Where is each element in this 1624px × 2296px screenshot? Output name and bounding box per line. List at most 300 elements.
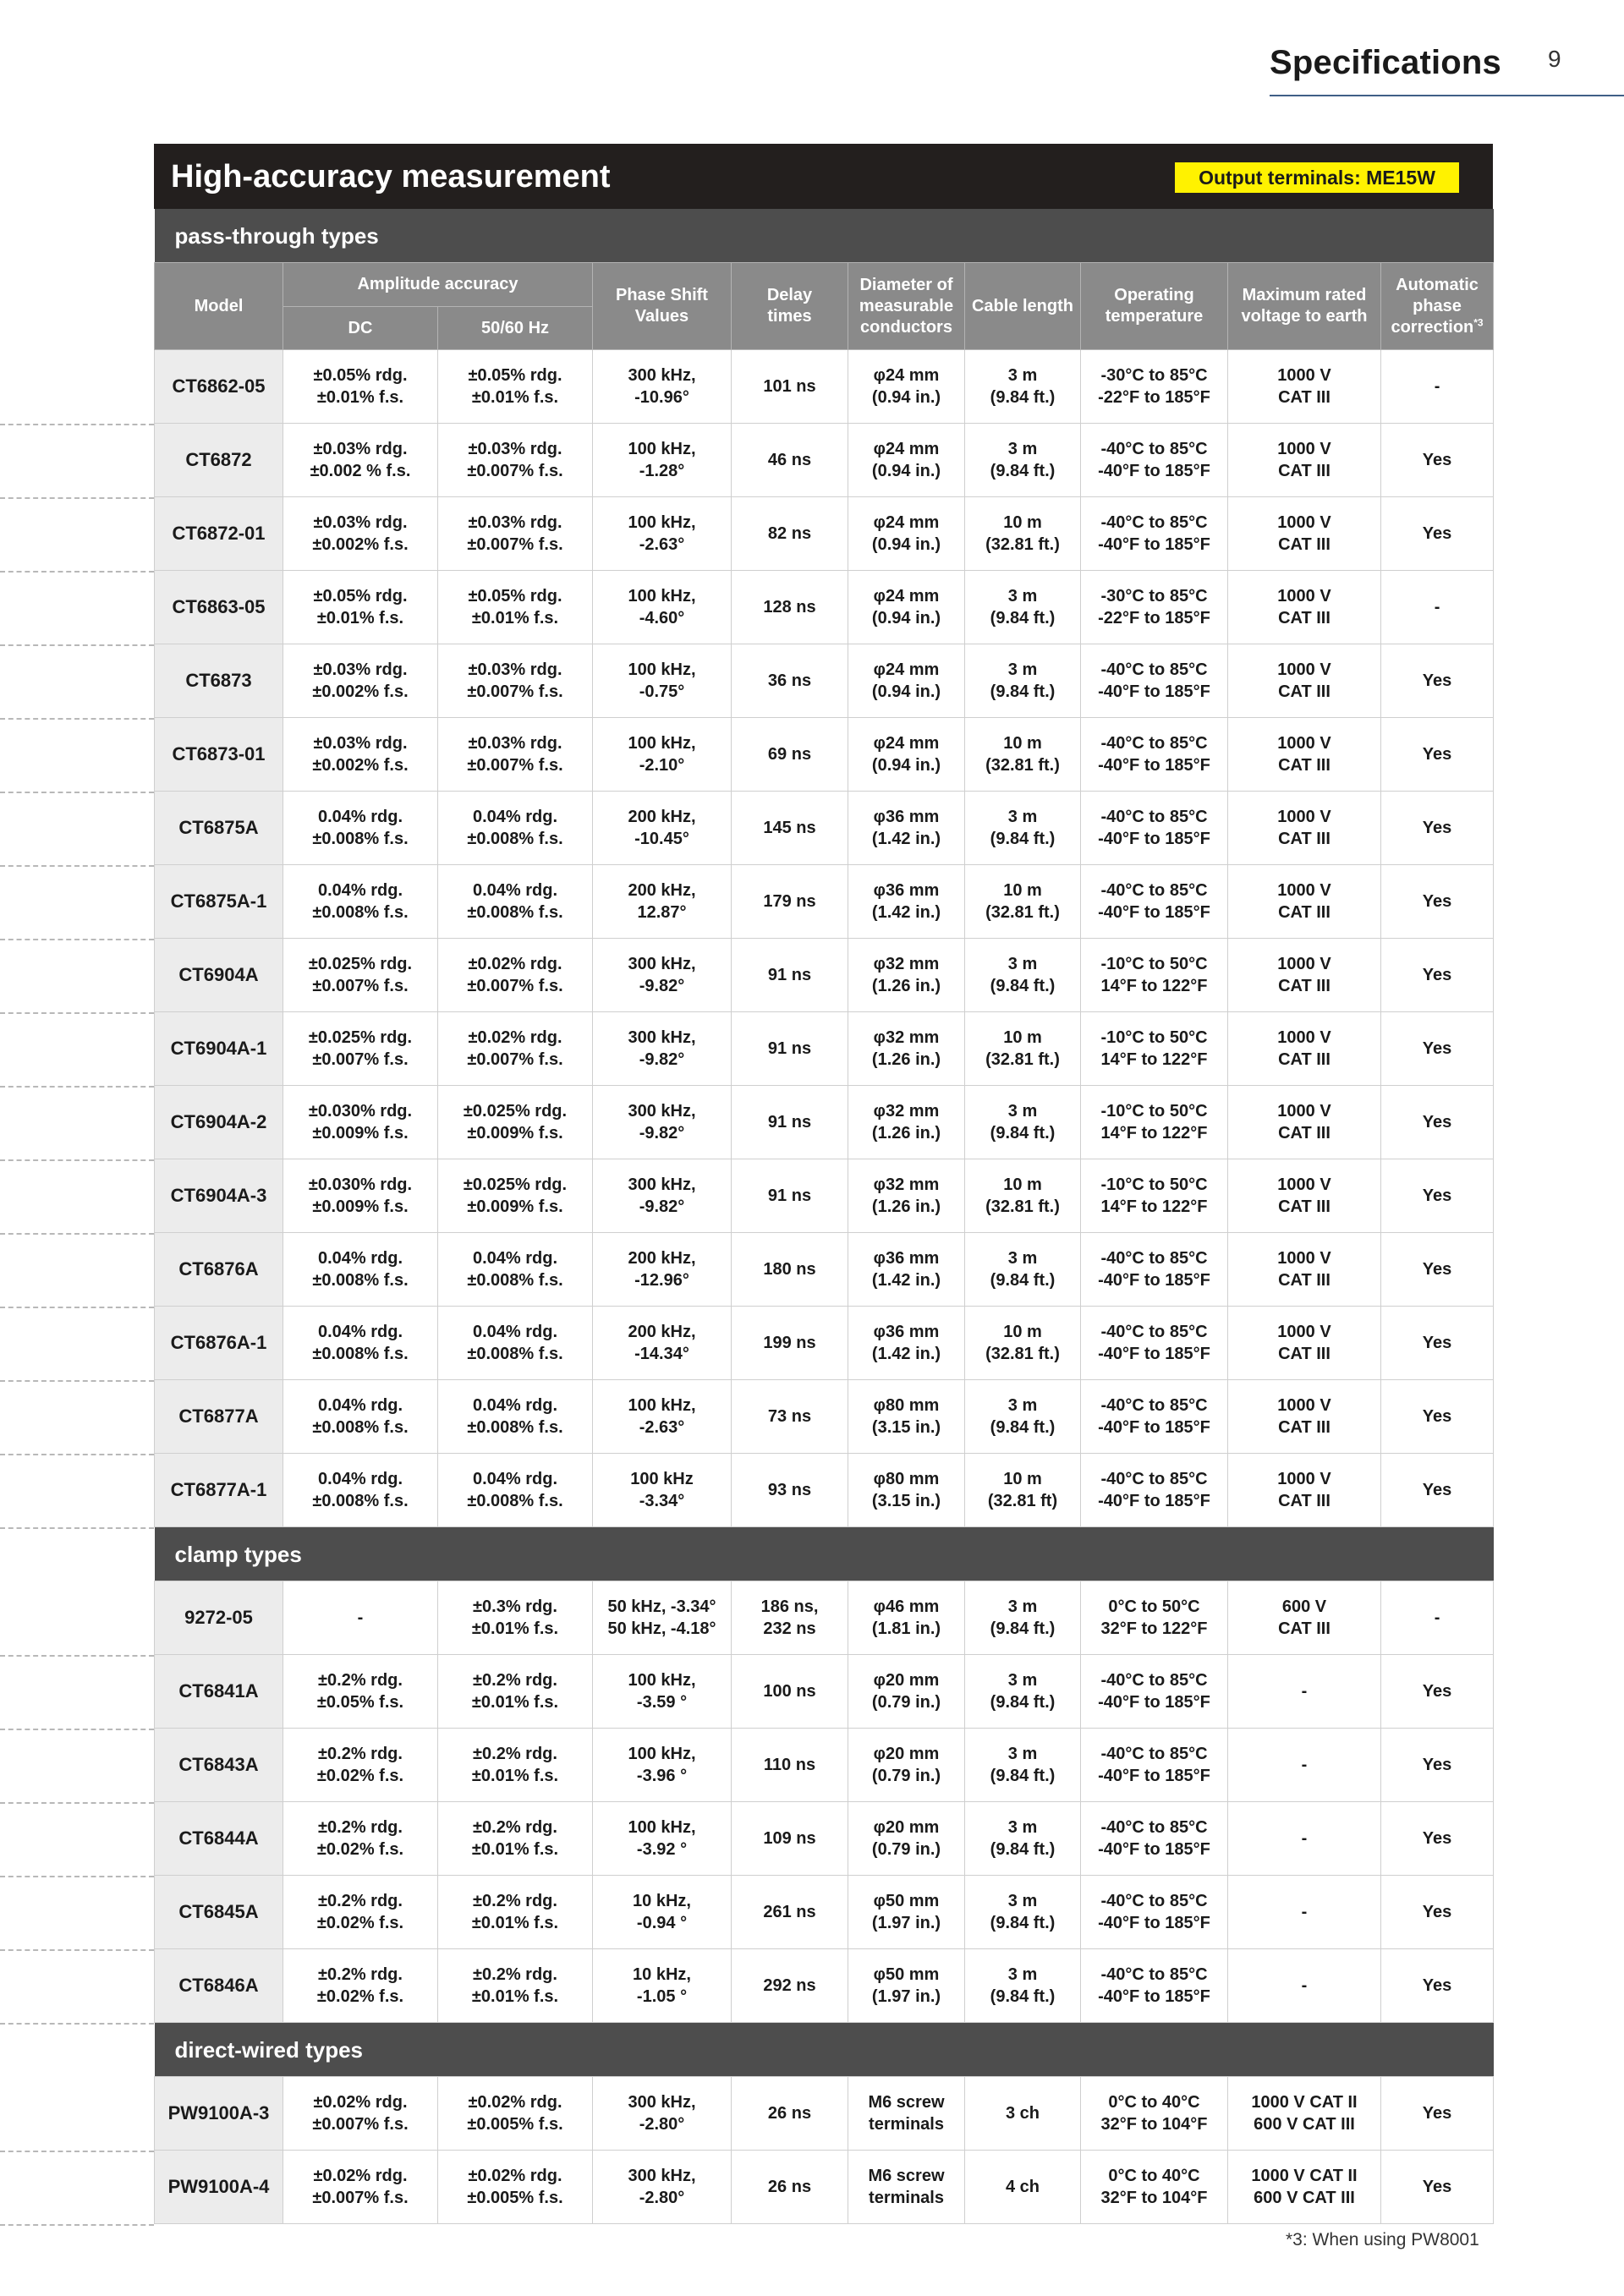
- delay-cell: 26 ns: [732, 2151, 848, 2224]
- section-header-row: [155, 209, 1494, 263]
- temperature-cell: -40°C to 85°C -40°F to 185°F: [1081, 1307, 1228, 1380]
- diameter-cell: φ80 mm (3.15 in.): [848, 1454, 965, 1527]
- auto-phase-cell: Yes: [1381, 1949, 1494, 2023]
- margin-dash-line: [0, 424, 154, 425]
- delay-cell: 91 ns: [732, 1012, 848, 1086]
- delay-cell: 145 ns: [732, 792, 848, 865]
- auto-phase-cell: Yes: [1381, 1307, 1494, 1380]
- margin-dash-line: [0, 1527, 154, 1529]
- table-row: [155, 644, 1494, 718]
- table-row: [155, 2077, 1494, 2151]
- delay-cell: 91 ns: [732, 1086, 848, 1159]
- diameter-cell: φ36 mm (1.42 in.): [848, 1233, 965, 1307]
- hz-accuracy-cell: 0.04% rdg. ±0.008% f.s.: [438, 1380, 593, 1454]
- temperature-cell: -10°C to 50°C 14°F to 122°F: [1081, 939, 1228, 1012]
- table-row: [155, 1729, 1494, 1802]
- header-diameter-text: Diameter of measurable conductors: [859, 275, 954, 337]
- model-cell: CT6872: [155, 424, 283, 497]
- dc-accuracy-cell: -: [283, 1581, 438, 1655]
- model-cell: CT6863-05: [155, 571, 283, 644]
- hz-accuracy-cell: ±0.3% rdg. ±0.01% f.s.: [438, 1581, 593, 1655]
- model-cell: CT6873-01: [155, 718, 283, 792]
- temperature-cell: -40°C to 85°C -40°F to 185°F: [1081, 1380, 1228, 1454]
- phase-shift-cell: 200 kHz, -14.34°: [593, 1307, 732, 1380]
- diameter-cell: φ24 mm (0.94 in.): [848, 497, 965, 571]
- voltage-cell: -: [1228, 1949, 1381, 2023]
- delay-cell: 82 ns: [732, 497, 848, 571]
- dc-accuracy-cell: ±0.02% rdg. ±0.007% f.s.: [283, 2151, 438, 2224]
- temperature-cell: -40°C to 85°C -40°F to 185°F: [1081, 497, 1228, 571]
- dc-accuracy-cell: 0.04% rdg. ±0.008% f.s.: [283, 1307, 438, 1380]
- model-cell: CT6843A: [155, 1729, 283, 1802]
- dc-accuracy-cell: ±0.030% rdg. ±0.009% f.s.: [283, 1159, 438, 1233]
- dc-accuracy-cell: 0.04% rdg. ±0.008% f.s.: [283, 1380, 438, 1454]
- auto-phase-cell: -: [1381, 1581, 1494, 1655]
- section-header-row: [155, 1527, 1494, 1581]
- header-cable-length-text: Cable length: [971, 296, 1073, 315]
- model-cell: CT6876A: [155, 1233, 283, 1307]
- dc-accuracy-cell: ±0.03% rdg. ±0.002% f.s.: [283, 497, 438, 571]
- voltage-cell: -: [1228, 1802, 1381, 1876]
- model-cell: CT6844A: [155, 1802, 283, 1876]
- hz-accuracy-cell: ±0.05% rdg. ±0.01% f.s.: [438, 350, 593, 424]
- margin-dash-line: [0, 571, 154, 573]
- dc-accuracy-cell: ±0.02% rdg. ±0.007% f.s.: [283, 2077, 438, 2151]
- dc-accuracy-cell: ±0.025% rdg. ±0.007% f.s.: [283, 1012, 438, 1086]
- temperature-cell: -30°C to 85°C -22°F to 185°F: [1081, 571, 1228, 644]
- phase-shift-cell: 50 kHz, -3.34° 50 kHz, -4.18°: [593, 1581, 732, 1655]
- hz-accuracy-cell: 0.04% rdg. ±0.008% f.s.: [438, 865, 593, 939]
- auto-phase-cell: Yes: [1381, 1380, 1494, 1454]
- temperature-cell: -40°C to 85°C -40°F to 185°F: [1081, 1655, 1228, 1729]
- phase-shift-cell: 100 kHz, -2.63°: [593, 1380, 732, 1454]
- dc-accuracy-cell: ±0.025% rdg. ±0.007% f.s.: [283, 939, 438, 1012]
- dc-accuracy-cell: ±0.05% rdg. ±0.01% f.s.: [283, 350, 438, 424]
- section-title: pass-through types: [155, 209, 1494, 263]
- model-cell: 9272-05: [155, 1581, 283, 1655]
- voltage-cell: 1000 V CAT III: [1228, 1380, 1381, 1454]
- table-row: [155, 350, 1494, 424]
- header-50-60hz-text: 50/60 Hz: [480, 318, 550, 337]
- phase-shift-cell: 300 kHz, -9.82°: [593, 1012, 732, 1086]
- hz-accuracy-cell: ±0.02% rdg. ±0.007% f.s.: [438, 939, 593, 1012]
- header-cable-length: [965, 263, 1081, 350]
- auto-phase-cell: Yes: [1381, 1876, 1494, 1949]
- diameter-cell: M6 screw terminals: [848, 2077, 965, 2151]
- margin-dash-line: [0, 1307, 154, 1308]
- model-cell: CT6877A: [155, 1380, 283, 1454]
- auto-phase-cell: Yes: [1381, 2151, 1494, 2224]
- voltage-cell: 600 V CAT III: [1228, 1581, 1381, 1655]
- page-header: [0, 0, 1624, 101]
- footnote-marker: *3: [1473, 315, 1484, 328]
- hz-accuracy-cell: ±0.2% rdg. ±0.01% f.s.: [438, 1949, 593, 2023]
- dc-accuracy-cell: ±0.03% rdg. ±0.002% f.s.: [283, 644, 438, 718]
- voltage-cell: 1000 V CAT III: [1228, 424, 1381, 497]
- cable-length-cell: 3 m (9.84 ft.): [965, 1655, 1081, 1729]
- voltage-cell: 1000 V CAT III: [1228, 792, 1381, 865]
- cable-length-cell: 3 m (9.84 ft.): [965, 1949, 1081, 2023]
- dc-accuracy-cell: 0.04% rdg. ±0.008% f.s.: [283, 1233, 438, 1307]
- hz-accuracy-cell: ±0.02% rdg. ±0.007% f.s.: [438, 1012, 593, 1086]
- margin-dash-line: [0, 865, 154, 867]
- temperature-cell: -40°C to 85°C -40°F to 185°F: [1081, 1454, 1228, 1527]
- hz-accuracy-cell: ±0.03% rdg. ±0.007% f.s.: [438, 644, 593, 718]
- hz-accuracy-cell: 0.04% rdg. ±0.008% f.s.: [438, 792, 593, 865]
- cable-length-cell: 3 m (9.84 ft.): [965, 792, 1081, 865]
- voltage-cell: 1000 V CAT III: [1228, 939, 1381, 1012]
- dc-accuracy-cell: ±0.2% rdg. ±0.02% f.s.: [283, 1876, 438, 1949]
- dc-accuracy-cell: ±0.2% rdg. ±0.05% f.s.: [283, 1655, 438, 1729]
- cable-length-cell: 3 ch: [965, 2077, 1081, 2151]
- phase-shift-cell: 200 kHz, -10.45°: [593, 792, 732, 865]
- dc-accuracy-cell: ±0.03% rdg. ±0.002 % f.s.: [283, 424, 438, 497]
- section-title: direct-wired types: [155, 2023, 1494, 2077]
- model-cell: CT6904A-2: [155, 1086, 283, 1159]
- margin-dash-line: [0, 644, 154, 646]
- model-cell: CT6873: [155, 644, 283, 718]
- auto-phase-cell: Yes: [1381, 644, 1494, 718]
- auto-phase-cell: Yes: [1381, 1233, 1494, 1307]
- dc-accuracy-cell: ±0.2% rdg. ±0.02% f.s.: [283, 1802, 438, 1876]
- model-cell: PW9100A-4: [155, 2151, 283, 2224]
- temperature-cell: -40°C to 85°C -40°F to 185°F: [1081, 1233, 1228, 1307]
- header-50-60hz: [438, 307, 593, 350]
- diameter-cell: φ36 mm (1.42 in.): [848, 792, 965, 865]
- hz-accuracy-cell: ±0.03% rdg. ±0.007% f.s.: [438, 424, 593, 497]
- margin-dash-line: [0, 1012, 154, 1014]
- phase-shift-cell: 300 kHz, -2.80°: [593, 2077, 732, 2151]
- diameter-cell: φ36 mm (1.42 in.): [848, 1307, 965, 1380]
- delay-cell: 26 ns: [732, 2077, 848, 2151]
- margin-dash-line: [0, 939, 154, 940]
- diameter-cell: M6 screw terminals: [848, 2151, 965, 2224]
- delay-cell: 46 ns: [732, 424, 848, 497]
- auto-phase-cell: Yes: [1381, 1802, 1494, 1876]
- delay-cell: 110 ns: [732, 1729, 848, 1802]
- auto-phase-cell: Yes: [1381, 718, 1494, 792]
- phase-shift-cell: 100 kHz, -3.92 °: [593, 1802, 732, 1876]
- cable-length-cell: 3 m (9.84 ft.): [965, 424, 1081, 497]
- phase-shift-cell: 100 kHz, -4.60°: [593, 571, 732, 644]
- diameter-cell: φ32 mm (1.26 in.): [848, 1159, 965, 1233]
- table-row: [155, 424, 1494, 497]
- diameter-cell: φ32 mm (1.26 in.): [848, 1012, 965, 1086]
- temperature-cell: -40°C to 85°C -40°F to 185°F: [1081, 865, 1228, 939]
- auto-phase-cell: Yes: [1381, 1086, 1494, 1159]
- temperature-cell: 0°C to 50°C 32°F to 122°F: [1081, 1581, 1228, 1655]
- voltage-cell: 1000 V CAT III: [1228, 1454, 1381, 1527]
- section-header-row: [155, 2023, 1494, 2077]
- header-max-voltage: [1228, 263, 1381, 350]
- phase-shift-cell: 300 kHz, -9.82°: [593, 1159, 732, 1233]
- table-row: [155, 1380, 1494, 1454]
- auto-phase-cell: -: [1381, 350, 1494, 424]
- cable-length-cell: 4 ch: [965, 2151, 1081, 2224]
- header-phase-shift-text: Phase Shift Values: [616, 286, 708, 326]
- header-delay-times: [732, 263, 848, 350]
- temperature-cell: 0°C to 40°C 32°F to 104°F: [1081, 2077, 1228, 2151]
- diameter-cell: φ24 mm (0.94 in.): [848, 350, 965, 424]
- table-row: [155, 1581, 1494, 1655]
- phase-shift-cell: 100 kHz, -2.10°: [593, 718, 732, 792]
- temperature-cell: -30°C to 85°C -22°F to 185°F: [1081, 350, 1228, 424]
- table-title: High-accuracy measurement: [171, 159, 611, 195]
- margin-dash-line: [0, 1876, 154, 1877]
- voltage-cell: 1000 V CAT II 600 V CAT III: [1228, 2077, 1381, 2151]
- margin-dash-line: [0, 1380, 154, 1382]
- header-phase-shift: [593, 263, 732, 350]
- auto-phase-cell: Yes: [1381, 1454, 1494, 1527]
- dc-accuracy-cell: ±0.2% rdg. ±0.02% f.s.: [283, 1729, 438, 1802]
- delay-cell: 186 ns, 232 ns: [732, 1581, 848, 1655]
- cable-length-cell: 3 m (9.84 ft.): [965, 1876, 1081, 1949]
- header-auto-phase-correction-text: Automatic phase correction: [1391, 275, 1479, 337]
- header-amplitude-accuracy-text: Amplitude accuracy: [357, 275, 518, 293]
- voltage-cell: 1000 V CAT III: [1228, 497, 1381, 571]
- cable-length-cell: 3 m (9.84 ft.): [965, 1729, 1081, 1802]
- table-row: [155, 1802, 1494, 1876]
- model-cell: PW9100A-3: [155, 2077, 283, 2151]
- auto-phase-cell: Yes: [1381, 2077, 1494, 2151]
- auto-phase-cell: Yes: [1381, 1729, 1494, 1802]
- table-row: [155, 1012, 1494, 1086]
- table-row: [155, 865, 1494, 939]
- hz-accuracy-cell: ±0.02% rdg. ±0.005% f.s.: [438, 2077, 593, 2151]
- dc-accuracy-cell: ±0.05% rdg. ±0.01% f.s.: [283, 571, 438, 644]
- margin-dash-line: [0, 1729, 154, 1730]
- page-title: Specifications: [1270, 44, 1501, 81]
- diameter-cell: φ50 mm (1.97 in.): [848, 1876, 965, 1949]
- table-row: [155, 497, 1494, 571]
- header-auto-phase-correction: [1381, 263, 1494, 350]
- cable-length-cell: 3 m (9.84 ft.): [965, 939, 1081, 1012]
- phase-shift-cell: 300 kHz, -9.82°: [593, 939, 732, 1012]
- margin-dash-line: [0, 2023, 154, 2025]
- diameter-cell: φ24 mm (0.94 in.): [848, 644, 965, 718]
- margin-dash-line: [0, 2224, 154, 2226]
- margin-dash-line: [0, 1949, 154, 1951]
- header-model-text: Model: [194, 296, 244, 315]
- header-dc: [283, 307, 438, 350]
- temperature-cell: -40°C to 85°C -40°F to 185°F: [1081, 792, 1228, 865]
- header-model: [155, 263, 283, 350]
- temperature-cell: -40°C to 85°C -40°F to 185°F: [1081, 1949, 1228, 2023]
- header-operating-temperature-text: Operating temperature: [1105, 286, 1204, 326]
- header-diameter: [848, 263, 965, 350]
- cable-length-cell: 10 m (32.81 ft.): [965, 1012, 1081, 1086]
- voltage-cell: 1000 V CAT III: [1228, 644, 1381, 718]
- model-cell: CT6845A: [155, 1876, 283, 1949]
- table-row: [155, 1876, 1494, 1949]
- voltage-cell: 1000 V CAT III: [1228, 1012, 1381, 1086]
- phase-shift-cell: 100 kHz, -1.28°: [593, 424, 732, 497]
- voltage-cell: -: [1228, 1655, 1381, 1729]
- diameter-cell: φ20 mm (0.79 in.): [848, 1655, 965, 1729]
- cable-length-cell: 3 m (9.84 ft.): [965, 571, 1081, 644]
- table-row: [155, 1233, 1494, 1307]
- auto-phase-cell: Yes: [1381, 792, 1494, 865]
- phase-shift-cell: 100 kHz, -3.96 °: [593, 1729, 732, 1802]
- voltage-cell: 1000 V CAT III: [1228, 1233, 1381, 1307]
- delay-cell: 36 ns: [732, 644, 848, 718]
- voltage-cell: 1000 V CAT III: [1228, 350, 1381, 424]
- diameter-cell: φ24 mm (0.94 in.): [848, 718, 965, 792]
- table-row: [155, 1949, 1494, 2023]
- hz-accuracy-cell: 0.04% rdg. ±0.008% f.s.: [438, 1233, 593, 1307]
- dc-accuracy-cell: ±0.03% rdg. ±0.002% f.s.: [283, 718, 438, 792]
- dc-accuracy-cell: 0.04% rdg. ±0.008% f.s.: [283, 1454, 438, 1527]
- margin-dash-line: [0, 1233, 154, 1235]
- margin-dash-line: [0, 792, 154, 793]
- cable-length-cell: 3 m (9.84 ft.): [965, 644, 1081, 718]
- voltage-cell: 1000 V CAT III: [1228, 718, 1381, 792]
- model-cell: CT6904A-3: [155, 1159, 283, 1233]
- hz-accuracy-cell: ±0.03% rdg. ±0.007% f.s.: [438, 497, 593, 571]
- table-row: [155, 2151, 1494, 2224]
- temperature-cell: -40°C to 85°C -40°F to 185°F: [1081, 424, 1228, 497]
- auto-phase-cell: Yes: [1381, 1159, 1494, 1233]
- voltage-cell: 1000 V CAT III: [1228, 865, 1381, 939]
- model-cell: CT6862-05: [155, 350, 283, 424]
- hz-accuracy-cell: ±0.02% rdg. ±0.005% f.s.: [438, 2151, 593, 2224]
- delay-cell: 101 ns: [732, 350, 848, 424]
- phase-shift-cell: 100 kHz -3.34°: [593, 1454, 732, 1527]
- hz-accuracy-cell: ±0.05% rdg. ±0.01% f.s.: [438, 571, 593, 644]
- voltage-cell: 1000 V CAT III: [1228, 1086, 1381, 1159]
- phase-shift-cell: 300 kHz, -10.96°: [593, 350, 732, 424]
- table-row: [155, 792, 1494, 865]
- cable-length-cell: 3 m (9.84 ft.): [965, 350, 1081, 424]
- section-title: clamp types: [155, 1527, 1494, 1581]
- temperature-cell: 0°C to 40°C 32°F to 104°F: [1081, 2151, 1228, 2224]
- temperature-cell: -10°C to 50°C 14°F to 122°F: [1081, 1159, 1228, 1233]
- temperature-cell: -10°C to 50°C 14°F to 122°F: [1081, 1012, 1228, 1086]
- diameter-cell: φ32 mm (1.26 in.): [848, 939, 965, 1012]
- delay-cell: 199 ns: [732, 1307, 848, 1380]
- temperature-cell: -40°C to 85°C -40°F to 185°F: [1081, 718, 1228, 792]
- hz-accuracy-cell: ±0.025% rdg. ±0.009% f.s.: [438, 1086, 593, 1159]
- auto-phase-cell: -: [1381, 571, 1494, 644]
- hz-accuracy-cell: ±0.2% rdg. ±0.01% f.s.: [438, 1729, 593, 1802]
- phase-shift-cell: 200 kHz, -12.96°: [593, 1233, 732, 1307]
- voltage-cell: 1000 V CAT II 600 V CAT III: [1228, 2151, 1381, 2224]
- auto-phase-cell: Yes: [1381, 939, 1494, 1012]
- hz-accuracy-cell: 0.04% rdg. ±0.008% f.s.: [438, 1307, 593, 1380]
- header-dc-text: DC: [348, 318, 373, 337]
- diameter-cell: φ32 mm (1.26 in.): [848, 1086, 965, 1159]
- auto-phase-cell: Yes: [1381, 497, 1494, 571]
- temperature-cell: -10°C to 50°C 14°F to 122°F: [1081, 1086, 1228, 1159]
- diameter-cell: φ46 mm (1.81 in.): [848, 1581, 965, 1655]
- model-cell: CT6877A-1: [155, 1454, 283, 1527]
- model-cell: CT6846A: [155, 1949, 283, 2023]
- table-row: [155, 571, 1494, 644]
- delay-cell: 128 ns: [732, 571, 848, 644]
- phase-shift-cell: 100 kHz, -0.75°: [593, 644, 732, 718]
- header-operating-temperature: [1081, 263, 1228, 350]
- model-cell: CT6875A-1: [155, 865, 283, 939]
- model-cell: CT6875A: [155, 792, 283, 865]
- footnote: *3: When using PW8001: [1286, 2230, 1479, 2249]
- delay-cell: 73 ns: [732, 1380, 848, 1454]
- temperature-cell: -40°C to 85°C -40°F to 185°F: [1081, 644, 1228, 718]
- header-max-voltage-text: Maximum rated voltage to earth: [1241, 286, 1368, 326]
- hz-accuracy-cell: 0.04% rdg. ±0.008% f.s.: [438, 1454, 593, 1527]
- margin-dash-line: [0, 1655, 154, 1657]
- auto-phase-cell: Yes: [1381, 865, 1494, 939]
- phase-shift-cell: 100 kHz, -2.63°: [593, 497, 732, 571]
- hz-accuracy-cell: ±0.2% rdg. ±0.01% f.s.: [438, 1802, 593, 1876]
- table-row: [155, 1159, 1494, 1233]
- table-row: [155, 1454, 1494, 1527]
- model-cell: CT6876A-1: [155, 1307, 283, 1380]
- hz-accuracy-cell: ±0.2% rdg. ±0.01% f.s.: [438, 1876, 593, 1949]
- margin-dash-line: [0, 1086, 154, 1088]
- cable-length-cell: 10 m (32.81 ft.): [965, 497, 1081, 571]
- spec-table: [154, 209, 1494, 2224]
- hz-accuracy-cell: ±0.2% rdg. ±0.01% f.s.: [438, 1655, 593, 1729]
- phase-shift-cell: 100 kHz, -3.59 °: [593, 1655, 732, 1729]
- margin-dash-line: [0, 497, 154, 499]
- cable-length-cell: 3 m (9.84 ft.): [965, 1380, 1081, 1454]
- margin-dash-line: [0, 1454, 154, 1455]
- margin-dash-line: [0, 1159, 154, 1161]
- phase-shift-cell: 300 kHz, -9.82°: [593, 1086, 732, 1159]
- model-cell: CT6904A-1: [155, 1012, 283, 1086]
- header-amplitude-accuracy: [283, 263, 593, 307]
- table-row: [155, 1307, 1494, 1380]
- temperature-cell: -40°C to 85°C -40°F to 185°F: [1081, 1802, 1228, 1876]
- cable-length-cell: 10 m (32.81 ft.): [965, 1159, 1081, 1233]
- auto-phase-cell: Yes: [1381, 1012, 1494, 1086]
- diameter-cell: φ24 mm (0.94 in.): [848, 424, 965, 497]
- phase-shift-cell: 10 kHz, -1.05 °: [593, 1949, 732, 2023]
- cable-length-cell: 10 m (32.81 ft): [965, 1454, 1081, 1527]
- diameter-cell: φ20 mm (0.79 in.): [848, 1802, 965, 1876]
- cable-length-cell: 10 m (32.81 ft.): [965, 1307, 1081, 1380]
- delay-cell: 180 ns: [732, 1233, 848, 1307]
- voltage-cell: 1000 V CAT III: [1228, 1159, 1381, 1233]
- delay-cell: 91 ns: [732, 1159, 848, 1233]
- table-title-bar: [154, 144, 1493, 209]
- diameter-cell: φ50 mm (1.97 in.): [848, 1949, 965, 2023]
- cable-length-cell: 3 m (9.84 ft.): [965, 1233, 1081, 1307]
- spec-table-body: [155, 209, 1494, 2224]
- voltage-cell: 1000 V CAT III: [1228, 1307, 1381, 1380]
- delay-cell: 69 ns: [732, 718, 848, 792]
- temperature-cell: -40°C to 85°C -40°F to 185°F: [1081, 1729, 1228, 1802]
- diameter-cell: φ20 mm (0.79 in.): [848, 1729, 965, 1802]
- page-number: 9: [1548, 46, 1561, 72]
- dc-accuracy-cell: 0.04% rdg. ±0.008% f.s.: [283, 792, 438, 865]
- dc-accuracy-cell: ±0.030% rdg. ±0.009% f.s.: [283, 1086, 438, 1159]
- table-row: [155, 718, 1494, 792]
- margin-dash-line: [0, 1802, 154, 1804]
- diameter-cell: φ36 mm (1.42 in.): [848, 865, 965, 939]
- output-terminals-badge: Output terminals: ME15W: [1175, 162, 1459, 193]
- phase-shift-cell: 200 kHz, 12.87°: [593, 865, 732, 939]
- column-header-row: [155, 263, 1494, 307]
- header-rule: [1270, 95, 1624, 96]
- temperature-cell: -40°C to 85°C -40°F to 185°F: [1081, 1876, 1228, 1949]
- table-row: [155, 1086, 1494, 1159]
- delay-cell: 93 ns: [732, 1454, 848, 1527]
- delay-cell: 91 ns: [732, 939, 848, 1012]
- model-cell: CT6904A: [155, 939, 283, 1012]
- delay-cell: 109 ns: [732, 1802, 848, 1876]
- phase-shift-cell: 300 kHz, -2.80°: [593, 2151, 732, 2224]
